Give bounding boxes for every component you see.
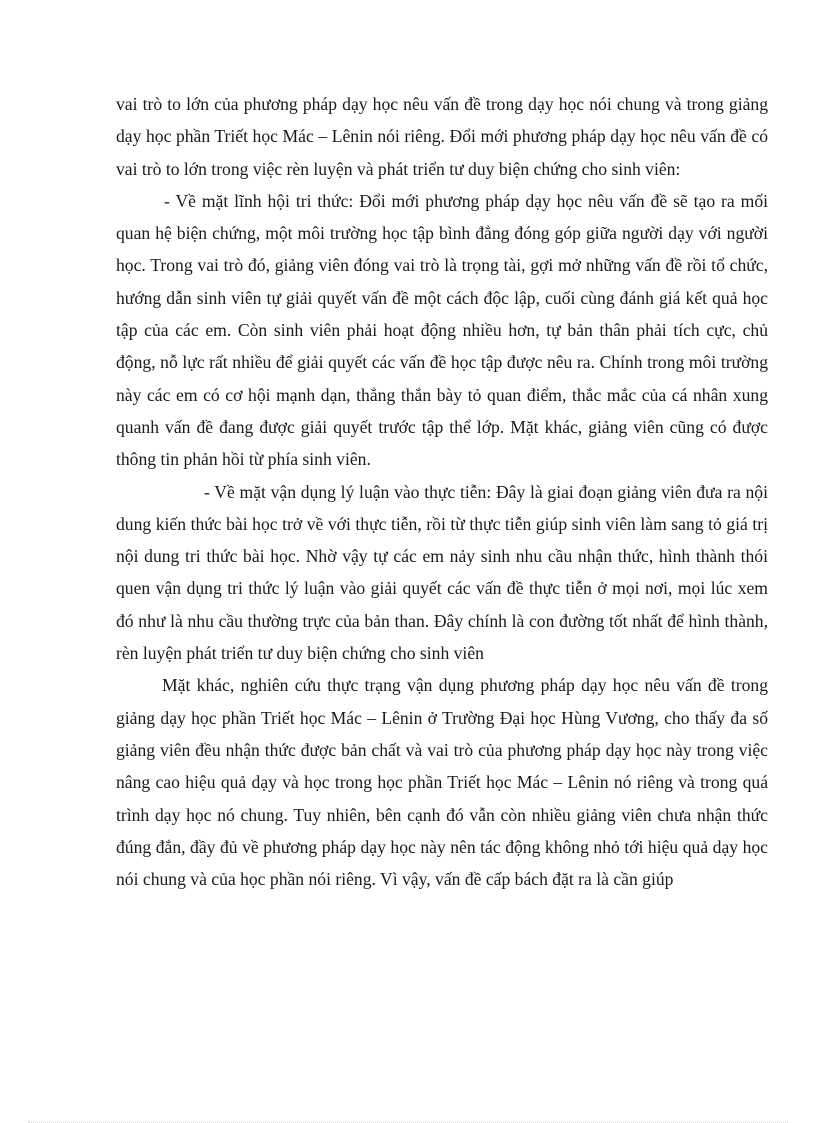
body-text [116, 88, 768, 895]
paragraph-current-status: Mặt khác, nghiên cứu thực trạng vận dụng phương pháp dạy học nêu vấn đề trong giảng dạy học phần Triết học Mác – Lênin ở Trường Đại học Hùng Vương, cho thấy đa số giảng viên đều nhận thức được bản chất và vai trò của phương pháp dạy học này trong việc nâng cao hiệu quả dạy và học trong học phần Triết học Mác – Lênin nó riêng và trong quá trình dạy học nó chung. Tuy nhiên, bên cạnh đó vẫn còn nhiều giảng viên chưa nhận thức đúng đắn, đầy đủ về phương pháp dạy học này nên tác động không nhỏ tới hiệu quả dạy học nói chung và của học phần nói riêng. Vì vậy, vấn đề cấp bách đặt ra là cần giúp [116, 675, 768, 890]
paragraph-continuation: vai trò to lớn của phương pháp dạy học nêu vấn đề trong dạy học nói chung và trong giảng dạy học phần Triết học Mác – Lênin nói riêng. Đổi mới phương pháp dạy học nêu vấn đề có vai trò to lớn trong việc rèn luyện và phát triển tư duy biện chứng cho sinh viên: [116, 94, 768, 179]
paragraph-theory-application: - Về mặt vận dụng lý luận vào thực tiễn: Đây là giai đoạn giảng viên đưa ra nội dung kiến thức bài học trở về với thực tiễn, rồi từ thực tiễn giúp sinh viên làm sang tỏ giá trị nội dung tri thức bài học. Nhờ vậy tự các em nảy sinh nhu cầu nhận thức, hình thành thói quen vận dụng tri thức lý luận vào giải quyết các vấn đề thực tiễn ở mọi nơi, mọi lúc xem đó như là nhu cầu thường trực của bản than. Đây chính là con đường tốt nhất để hình thành, rèn luyện phát triển tư duy biện chứng cho sinh viên [116, 481, 768, 664]
paragraph-knowledge-acquisition: - Về mặt lĩnh hội tri thức: Đổi mới phương pháp dạy học nêu vấn đề sẽ tạo ra mối quan hệ biện chứng, một môi trường học tập bình đẳng đóng góp giữa người dạy với người học. Trong vai trò đó, giảng viên đóng vai trò là trọng tài, gợi mở những vấn đề rồi tổ chức, hướng dẫn sinh viên tự giải quyết vấn đề một cách độc lập, cuối cùng đánh giá kết quả học tập của các em. Còn sinh viên phải hoạt động nhiều hơn, tự bản thân phải tích cực, chủ động, nỗ lực rất nhiều để giải quyết các vấn đề học tập được nêu ra. Chính trong môi trường này các em có cơ hội mạnh dạn, thẳng thắn bày tỏ quan điểm, thắc mắc của cá nhân xung quanh vấn đề đang được giải quyết trước tập thể lớp. Mặt khác, giảng viên cũng có được thông tin phản hồi từ phía sinh viên. [116, 190, 768, 470]
